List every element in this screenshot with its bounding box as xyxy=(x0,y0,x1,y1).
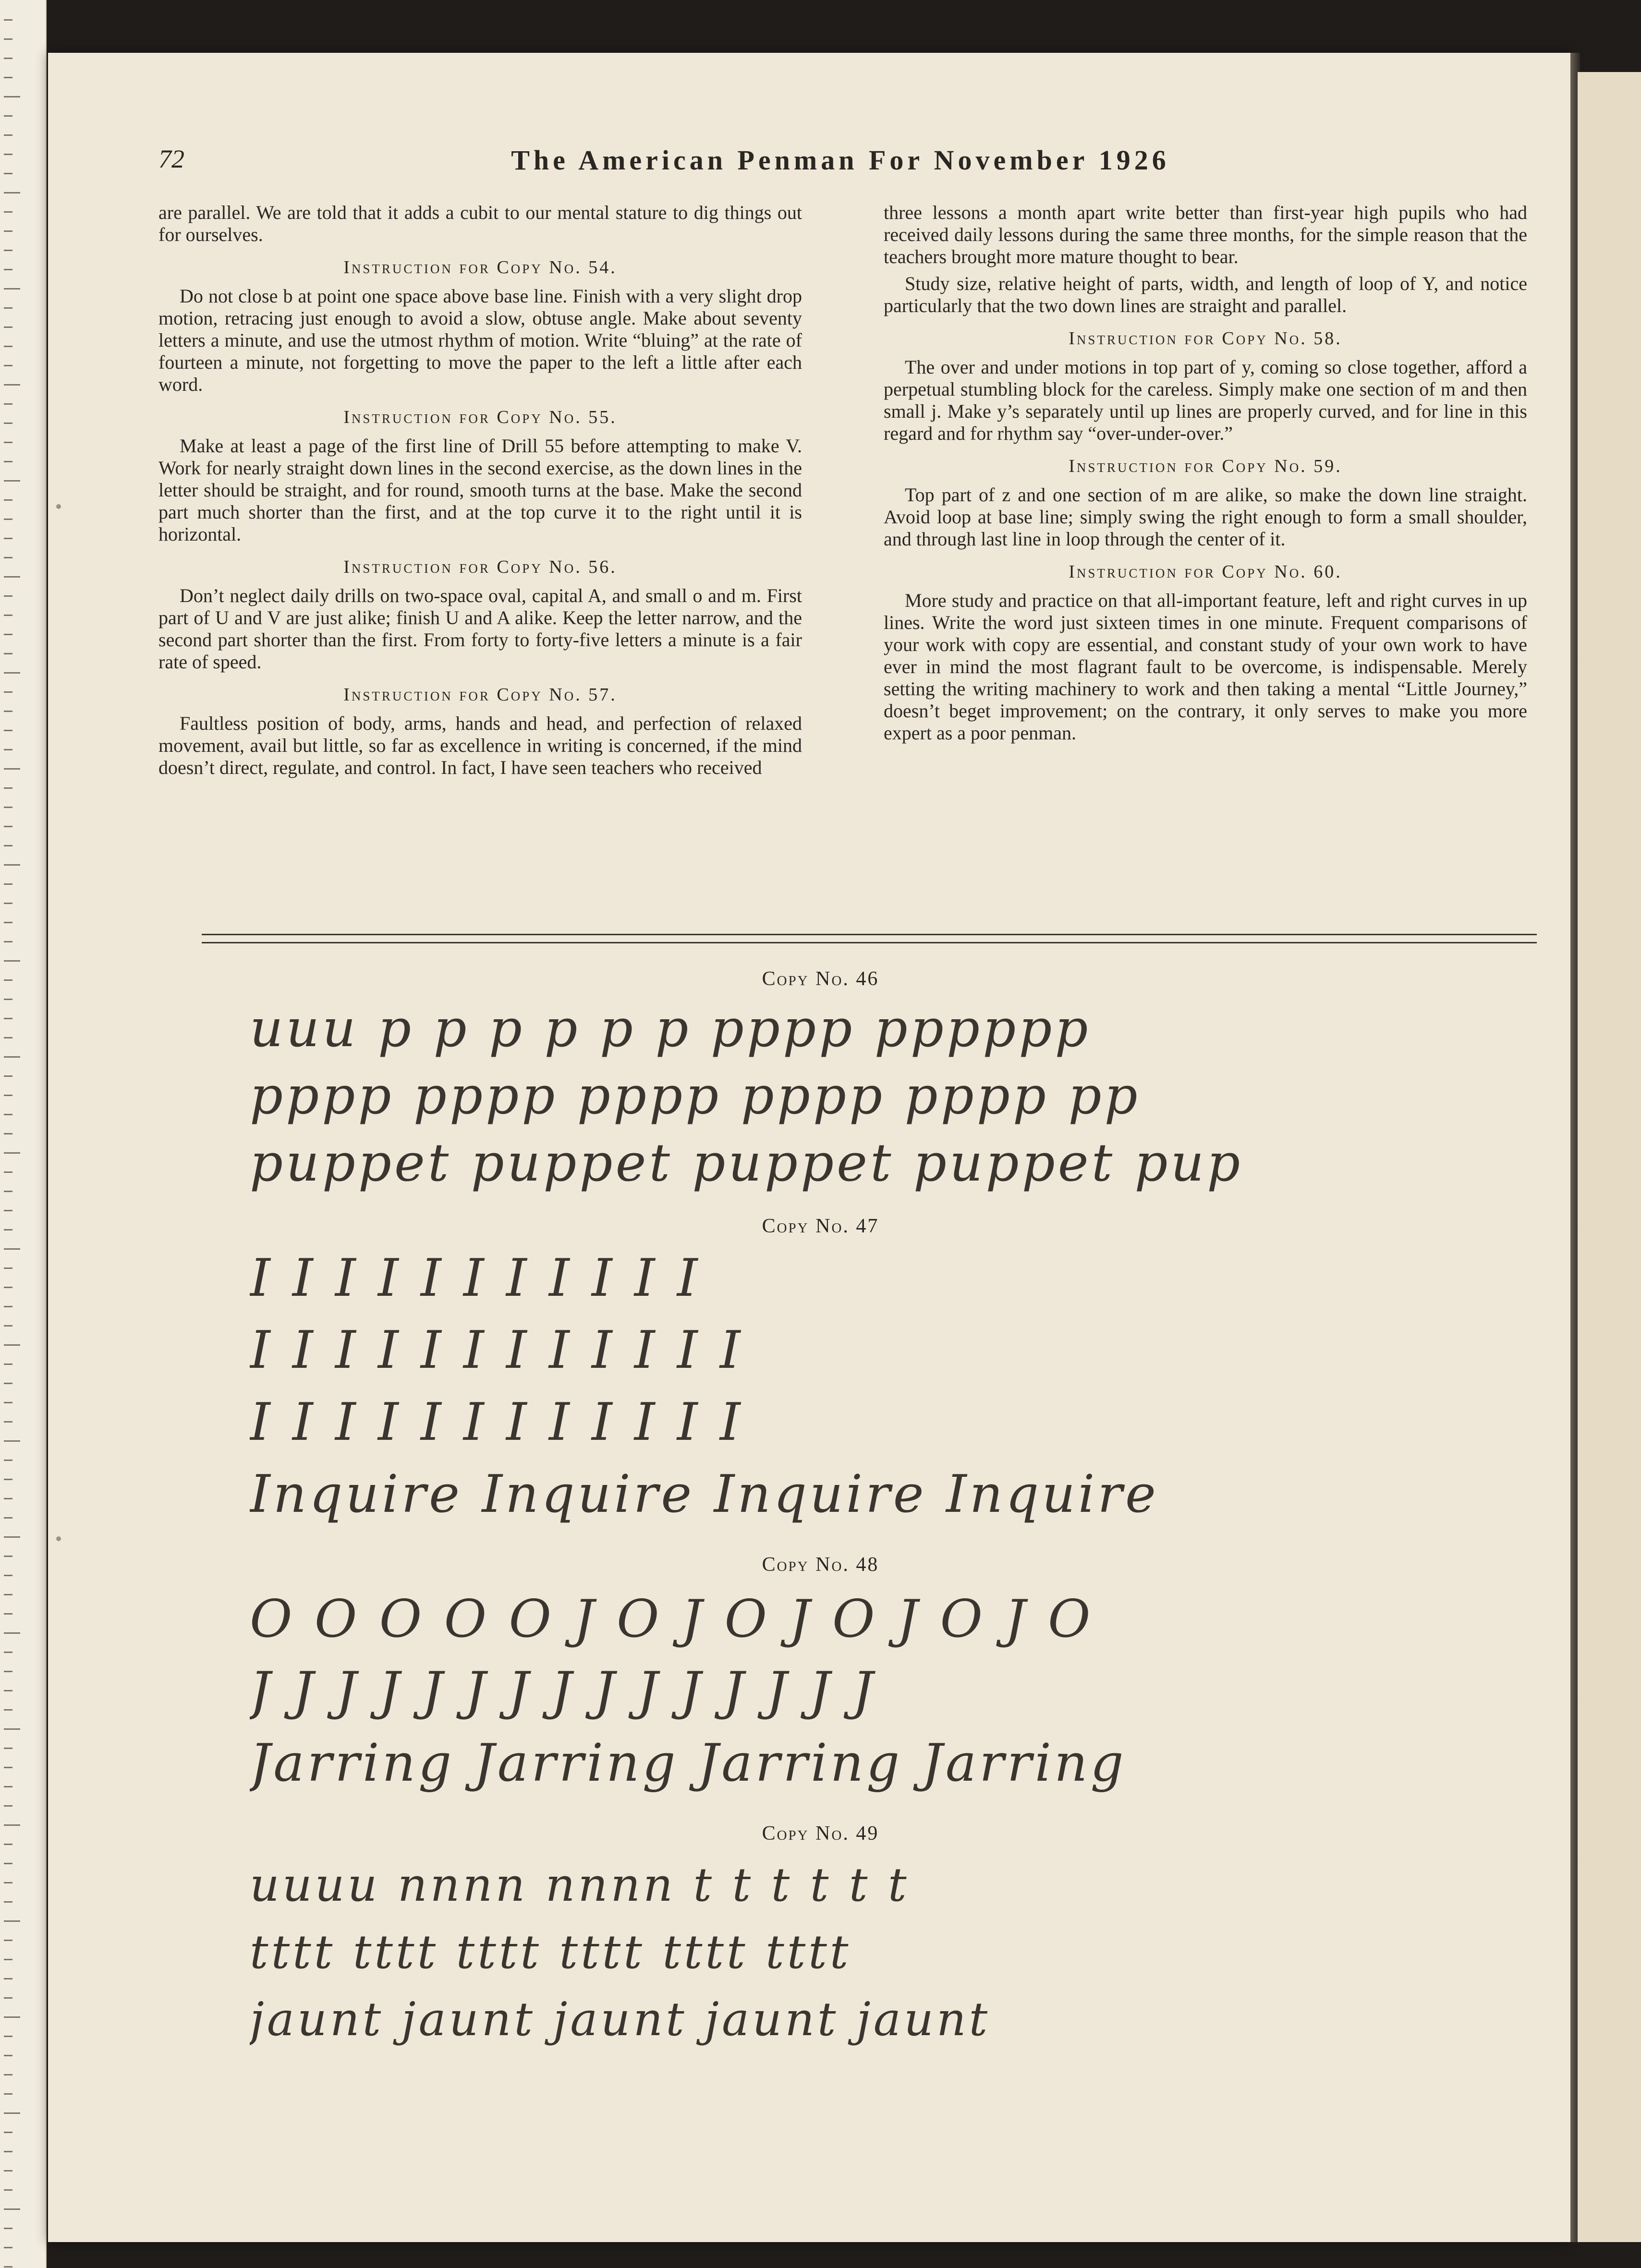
copy-48-heading: Copy No. 48 xyxy=(762,1554,879,1576)
ruler-tick xyxy=(4,826,12,827)
ruler-tick xyxy=(4,903,12,904)
copy-47-line-2: I I I I I I I I I I I I xyxy=(250,1320,743,1380)
ruler-tick xyxy=(4,691,12,693)
ruler-tick xyxy=(4,1805,12,1807)
ruler-tick xyxy=(4,1056,20,1058)
ruler-tick xyxy=(4,1018,12,1019)
ruler-tick xyxy=(4,557,12,558)
running-title: The American Penman For November 1926 xyxy=(511,145,1170,176)
paragraph: Faultless position of body, arms, hands and head, and perfection of relaxed movement, avail but little, so far as excellence in writing is concerned, if the mind doesn’t direct, regulate, and control. In fact, I have seen teachers who received xyxy=(158,712,802,778)
ruler-tick xyxy=(4,288,20,290)
copy-47-line-1: I I I I I I I I I I I xyxy=(250,1248,701,1308)
ruler-tick xyxy=(4,730,12,731)
ruler-tick xyxy=(4,864,20,866)
ruler-tick xyxy=(4,58,12,59)
ruler-tick xyxy=(4,96,20,97)
ruler-tick xyxy=(4,2036,12,2037)
ruler-tick xyxy=(4,1114,12,1115)
next-page-edge xyxy=(1578,72,1641,2242)
ruler-tick xyxy=(4,922,12,923)
ruler-tick xyxy=(4,134,12,136)
ruler-tick xyxy=(4,2247,12,2248)
ruler-tick xyxy=(4,192,20,193)
ruler-tick xyxy=(4,1421,12,1423)
ruler-tick xyxy=(4,2189,12,2191)
ruler-tick xyxy=(4,1402,12,1403)
copy-46-line-3: puppet puppet puppet puppet pup xyxy=(250,1133,1243,1193)
binding-hole xyxy=(56,504,61,509)
ruler-tick xyxy=(4,269,12,270)
ruler-tick xyxy=(4,154,12,155)
ruler-tick xyxy=(4,1767,12,1768)
ruler-tick xyxy=(4,1920,20,1922)
instruction-heading: Instruction for Copy No. 59. xyxy=(1069,456,1342,476)
ruler-tick xyxy=(4,1901,12,1903)
copy-47-line-4: Inquire Inquire Inquire Inquire xyxy=(250,1464,1159,1524)
ruler-tick xyxy=(4,941,12,942)
ruler-tick xyxy=(4,1997,12,1999)
ruler-tick xyxy=(4,2074,12,2075)
ruler-tick xyxy=(4,2151,12,2152)
paragraph: Study size, relative height of parts, width, and length of loop of Y, and notice particularly that the two down lines are straight and parallel. xyxy=(884,273,1527,316)
ruler-tick xyxy=(4,845,12,846)
instruction-heading: Instruction for Copy No. 55. xyxy=(343,407,617,427)
ruler-tick xyxy=(4,384,20,386)
ruler-tick xyxy=(4,250,12,251)
ruler-tick xyxy=(4,1978,12,1979)
ruler-tick xyxy=(4,1498,12,1499)
ruler-tick xyxy=(4,1248,20,1250)
ruler-tick xyxy=(4,1267,12,1269)
ruler-tick xyxy=(4,787,12,789)
ruler-tick xyxy=(4,1671,12,1672)
ruler-tick xyxy=(4,2132,12,2133)
ruler-tick xyxy=(4,634,12,635)
paragraph: three lessons a month apart write better than first-year high pupils who had received daily lessons during the same three months, for the simple reason that the teachers brought more mature thought to bear. xyxy=(884,202,1527,267)
ruler-tick xyxy=(4,1152,20,1154)
ruler-tick xyxy=(4,461,12,462)
ruler-tick xyxy=(4,1075,12,1077)
ruler-tick xyxy=(4,2055,12,2056)
ruler-tick xyxy=(4,1959,12,1960)
ruler-tick xyxy=(4,999,12,1000)
ruler-tick xyxy=(4,1440,20,1442)
paragraph: More study and practice on that all-important feature, left and right curves in up lines. Write the word just sixteen times in one minute. Frequent comparisons of your work with copy are essential, and constant study of your own work to have ever in mind the most flagrant fault to be overcome, is indispensable. Merely setting the writing machinery to work and then taking a mental “Little Journey,” doesn’t beget improvement; on the contrary, it only serves to make you more expert as a poor penman. xyxy=(884,590,1527,744)
ruler-tick xyxy=(4,1709,12,1711)
right-text-column xyxy=(884,202,1527,749)
ruler-tick xyxy=(4,326,12,328)
ruler-tick xyxy=(4,576,20,578)
ruler-tick xyxy=(4,1306,12,1307)
ruler-tick xyxy=(4,1171,12,1173)
ruler-tick xyxy=(4,1728,20,1730)
ruler-tick xyxy=(4,442,12,443)
ruler-tick xyxy=(4,1479,12,1480)
ruler-tick xyxy=(4,883,12,885)
section-divider xyxy=(202,934,1537,943)
ruler-tick xyxy=(4,768,20,770)
ruler-tick xyxy=(4,1095,12,1096)
paragraph: Do not close b at point one space above base line. Finish with a very slight drop motion, retracing just enough to avoid a slow, obtuse angle. Make about seventy letters a minute, and use the utmost rhythm of motion. Write “bluing” at the rate of fourteen a minute, not forgetting to move the paper to the left a little after each word. xyxy=(158,285,802,395)
instruction-heading: Instruction for Copy No. 60. xyxy=(1069,562,1342,582)
ruler-tick xyxy=(4,115,12,117)
left-text-column xyxy=(158,202,802,784)
ruler-tick xyxy=(4,960,20,962)
ruler-tick xyxy=(4,653,12,654)
ruler-tick xyxy=(4,1594,12,1595)
copy-47-line-3: I I I I I I I I I I I I xyxy=(250,1392,743,1452)
ruler-tick xyxy=(4,595,12,597)
ruler-tick xyxy=(4,346,12,347)
ruler-tick xyxy=(4,403,12,405)
copy-46-heading: Copy No. 46 xyxy=(762,968,879,990)
ruler-tick xyxy=(4,2228,12,2229)
paragraph: Top part of z and one section of m are alike, so make the down line straight. Avoid loop at base line; simply swing the right enough to form a small shoulder, and through last line in loop through the center of it. xyxy=(884,484,1527,550)
ruler-tick xyxy=(4,1613,12,1615)
ruler-tick xyxy=(4,2112,20,2114)
copy-48-line-3: Jarring Jarring Jarring Jarring xyxy=(250,1733,1127,1793)
ruler-tick xyxy=(4,173,12,174)
edge-ruler xyxy=(0,0,47,2268)
ruler-tick xyxy=(4,230,12,232)
copy-48-line-1: O O O O O J O J O J O J O J O xyxy=(250,1589,1094,1649)
paragraph: are parallel. We are told that it adds a cubit to our mental stature to dig things out for ourselves. xyxy=(158,202,802,245)
instruction-heading: Instruction for Copy No. 54. xyxy=(343,257,617,277)
instruction-heading: Instruction for Copy No. 56. xyxy=(343,557,617,577)
ruler-tick xyxy=(4,1383,12,1384)
ruler-tick xyxy=(4,2170,12,2171)
paragraph: Don’t neglect daily drills on two-space oval, capital A, and small o and m. First part of U and V are just alike; finish U and A alike. Keep the letter narrow, and the second part shorter than the first. From forty to forty-five letters a minute is a fair rate of speed. xyxy=(158,585,802,673)
instruction-heading: Instruction for Copy No. 58. xyxy=(1069,328,1342,349)
ruler-tick xyxy=(4,19,12,21)
ruler-tick xyxy=(4,1191,12,1192)
ruler-tick xyxy=(4,1690,12,1691)
ruler-tick xyxy=(4,1133,12,1134)
ruler-tick xyxy=(4,1325,12,1327)
ruler-tick xyxy=(4,1363,12,1365)
ruler-tick xyxy=(4,615,12,616)
ruler-tick xyxy=(4,307,12,309)
page-number: 72 xyxy=(158,145,184,173)
ruler-tick xyxy=(4,538,12,539)
ruler-tick xyxy=(4,1460,12,1461)
copy-46-line-2: pppp pppp pppp pppp pppp pp xyxy=(250,1066,1141,1126)
copy-47-heading: Copy No. 47 xyxy=(762,1215,879,1237)
ruler-tick xyxy=(4,1210,12,1211)
paragraph: Make at least a page of the first line of Drill 55 before attempting to make V. Work for nearly straight down lines in the second exercise, as the down lines in the letter should be straight, and for round, smooth turns at the base. Make the second part much shorter than the first, and at the top curve it to the right until it is horizontal. xyxy=(158,435,802,545)
paragraph: The over and under motions in top part of y, coming so close together, afford a perpetual stumbling block for the careless. Simply make one section of m and then small j. Make y’s separately until up lines are properly curved, and for line in this regard and for rhythm say “over-under-over.” xyxy=(884,356,1527,444)
ruler-tick xyxy=(4,77,12,78)
ruler-tick xyxy=(4,711,12,712)
ruler-tick xyxy=(4,1037,12,1038)
ruler-tick xyxy=(4,1536,20,1538)
ruler-tick xyxy=(4,1517,12,1519)
copy-49-heading: Copy No. 49 xyxy=(762,1822,879,1845)
ruler-tick xyxy=(4,422,12,424)
ruler-tick xyxy=(4,1863,12,1864)
copy-46-line-1: uuu p p p p p p pppp pppppp xyxy=(250,999,1091,1059)
ruler-tick xyxy=(4,1344,20,1346)
copy-49-line-1: uuuu nnnn nnnn t t t t t t xyxy=(250,1858,910,1912)
ruler-tick xyxy=(4,749,12,750)
ruler-tick xyxy=(4,519,12,520)
ruler-tick xyxy=(4,1786,12,1787)
ruler-tick xyxy=(4,38,12,40)
ruler-tick xyxy=(4,807,12,808)
copy-48-line-2: J J J J J J J J J J J J J J J xyxy=(250,1661,876,1721)
ruler-tick xyxy=(4,2093,12,2095)
running-head xyxy=(158,144,1522,182)
ruler-tick xyxy=(4,499,12,501)
ruler-tick xyxy=(4,211,12,213)
ruler-tick xyxy=(4,2266,12,2268)
ruler-tick xyxy=(4,1882,12,1883)
binding-hole xyxy=(56,1536,61,1541)
ruler-tick xyxy=(4,365,12,366)
instruction-heading: Instruction for Copy No. 57. xyxy=(343,685,617,705)
ruler-tick xyxy=(4,2016,20,2018)
ruler-tick xyxy=(4,1287,12,1288)
ruler-tick xyxy=(4,2208,20,2210)
ruler-tick xyxy=(4,1632,20,1634)
copy-49-line-2: tttt tttt tttt tttt tttt tttt xyxy=(250,1925,851,1979)
ruler-tick xyxy=(4,1940,12,1941)
ruler-tick xyxy=(4,480,20,482)
ruler-tick xyxy=(4,672,20,674)
ruler-tick xyxy=(4,1748,12,1749)
ruler-tick xyxy=(4,1652,12,1653)
copy-49-line-3: jaunt jaunt jaunt jaunt jaunt xyxy=(250,1992,991,2046)
